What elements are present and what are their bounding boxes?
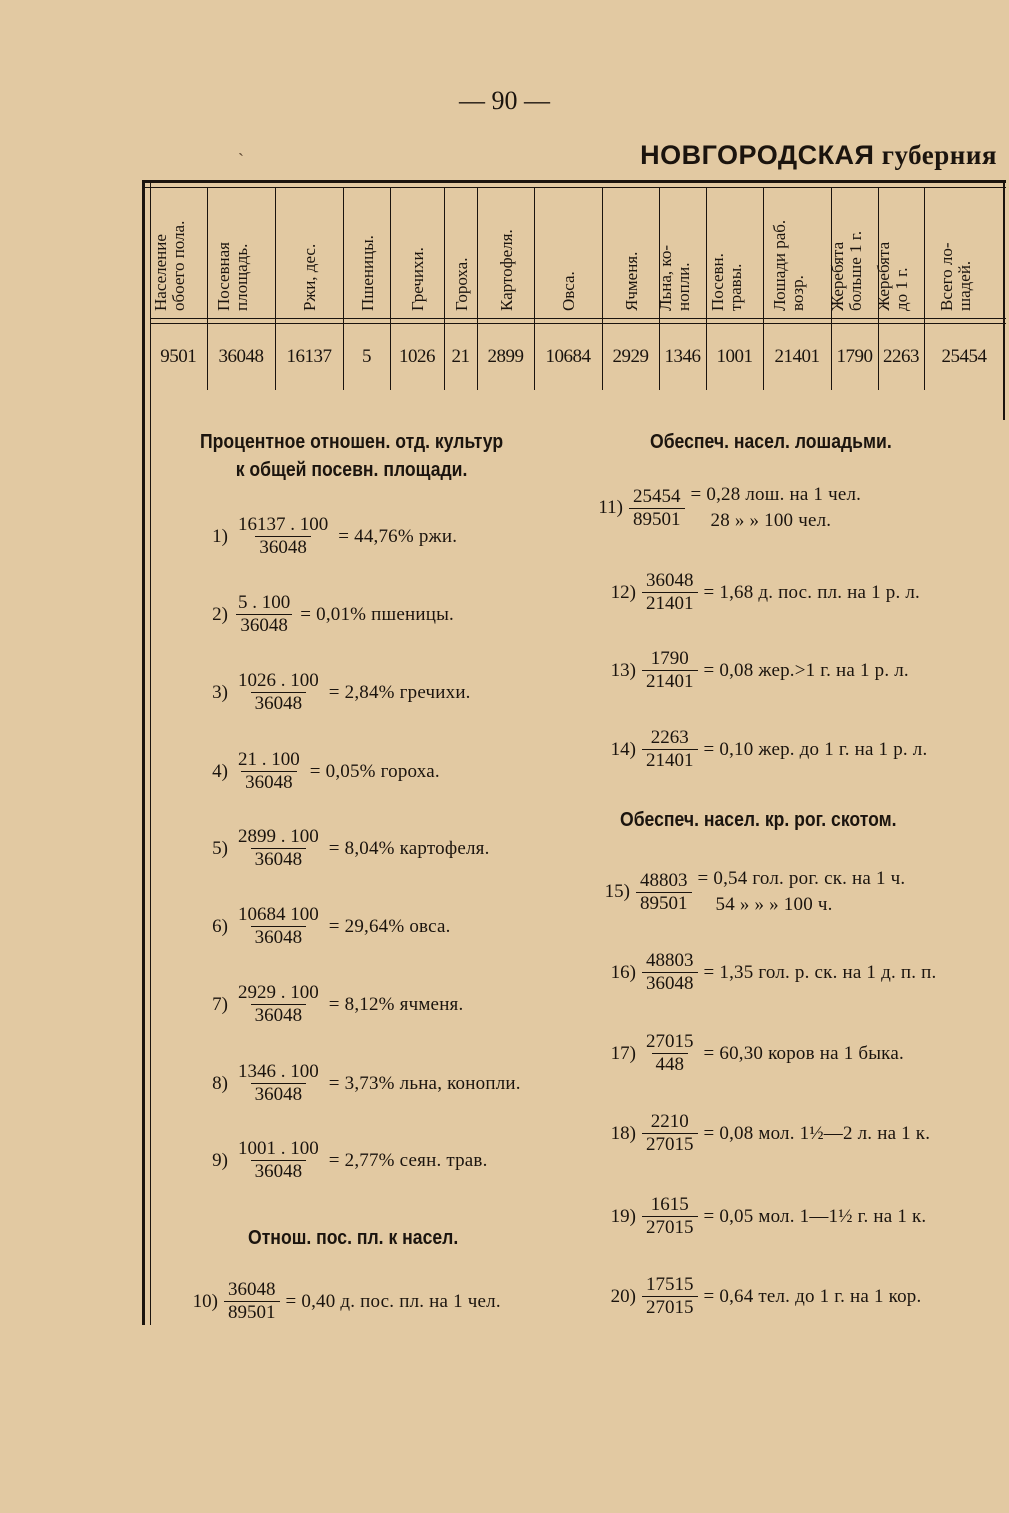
- equation-result: [698, 866, 906, 918]
- title-main: НОВГОРОДСКАЯ: [640, 140, 875, 170]
- equation-number: 11): [598, 497, 623, 518]
- result-line: 54 » » » 100 ч.: [715, 894, 833, 915]
- fraction: [234, 592, 294, 637]
- numerator: 21 . 100: [238, 749, 300, 770]
- section-heading-crops: Процентное отношен. отд. культур к общей посевн. площади.: [200, 431, 504, 481]
- col-header: Лошади раб. возр.: [763, 188, 831, 319]
- equation: [190, 514, 457, 559]
- equation-number: 8): [212, 1072, 228, 1094]
- numerator: 1346 . 100: [238, 1061, 319, 1082]
- denominator: 21401: [642, 749, 698, 772]
- fraction: [234, 670, 323, 715]
- equation: [598, 570, 920, 615]
- numerator: 2263: [650, 727, 689, 748]
- equation-result: = 8,04% картофеля.: [328, 837, 490, 859]
- title-sub: губерния: [881, 140, 997, 170]
- denominator: 21401: [642, 670, 698, 693]
- table-cell: 2899: [477, 324, 534, 390]
- equation-number: 4): [212, 760, 228, 782]
- equation-number: 7): [212, 993, 228, 1015]
- equation-number: 17): [610, 1042, 636, 1064]
- equation: [190, 749, 440, 794]
- equation: [190, 592, 454, 637]
- numerator: 1026 . 100: [238, 670, 319, 691]
- col-header: Пшеницы.: [343, 188, 390, 319]
- col-header: Гречихи.: [390, 188, 444, 319]
- table-cell: 5: [343, 324, 390, 390]
- fraction: [642, 570, 698, 615]
- col-header: Ржи, дес.: [275, 188, 343, 319]
- col-header: Посевн. травы.: [706, 188, 763, 319]
- equation-result: = 2,77% сеян. трав.: [328, 1149, 488, 1171]
- equation: [190, 1061, 521, 1106]
- numerator: 17515: [646, 1274, 694, 1295]
- fraction: [234, 1138, 323, 1183]
- table-cell: 9501: [150, 324, 207, 390]
- table-cell: 2929: [602, 324, 659, 390]
- denominator: 36048: [251, 926, 307, 949]
- equation-result: = 60,30 коров на 1 быка.: [703, 1042, 904, 1064]
- equation-result: = 0,64 тел. до 1 г. на 1 кор.: [703, 1285, 922, 1307]
- table-cell: 21: [444, 324, 477, 390]
- equation-result: = 1,35 гол. р. ск. на 1 д. п. п.: [703, 961, 937, 983]
- equation-result: = 8,12% ячменя.: [328, 993, 464, 1015]
- equation-result: = 0,40 д. пос. пл. на 1 чел.: [285, 1290, 501, 1312]
- denominator: 36048: [251, 1160, 307, 1183]
- equation: [598, 950, 936, 995]
- numerator: 36048: [646, 570, 694, 591]
- equation: [190, 826, 490, 871]
- denominator: 36048: [251, 1004, 307, 1027]
- equation-number: 6): [212, 915, 228, 937]
- denominator: 27015: [642, 1296, 698, 1319]
- col-header: Население обоего пола.: [150, 188, 207, 319]
- stray-mark: ˋ: [238, 150, 244, 170]
- fraction: [234, 904, 323, 949]
- numerator: 2929 . 100: [238, 982, 319, 1003]
- denominator: 36048: [251, 848, 307, 871]
- fraction: [642, 648, 698, 693]
- numerator: 2899 . 100: [238, 826, 319, 847]
- result-line: = 0,54 гол. рог. ск. на 1 ч.: [697, 868, 906, 889]
- equation: [190, 670, 471, 715]
- table-cell: 16137: [275, 324, 343, 390]
- table-cell: 1026: [390, 324, 444, 390]
- denominator: 36048: [241, 771, 297, 794]
- equation-result: = 0,01% пшеницы.: [300, 603, 454, 625]
- fraction: [642, 1194, 698, 1239]
- equation-result: = 0,05% гороха.: [309, 760, 440, 782]
- equation-number: 16): [610, 961, 636, 983]
- equation-result: [691, 482, 862, 534]
- table-cell: 1790: [831, 324, 878, 390]
- equation-number: 19): [610, 1205, 636, 1227]
- equation-result: = 29,64% овса.: [328, 915, 451, 937]
- numerator: 1615: [650, 1194, 689, 1215]
- fraction: [629, 486, 685, 531]
- denominator: 27015: [642, 1216, 698, 1239]
- numerator: 36048: [228, 1279, 276, 1300]
- col-header: Льна, ко- нопли.: [659, 188, 706, 319]
- denominator: 27015: [642, 1133, 698, 1156]
- equation: [598, 1274, 921, 1319]
- col-header: Жеребята до 1 г.: [878, 188, 924, 319]
- denominator: 448: [652, 1053, 689, 1076]
- result-line: = 0,28 лош. на 1 чел.: [690, 484, 862, 505]
- equation-number: 13): [610, 659, 636, 681]
- numerator: 10684 100: [238, 904, 319, 925]
- numerator: 48803: [646, 950, 694, 971]
- denominator: 21401: [642, 592, 698, 615]
- equation-number: 5): [212, 837, 228, 859]
- denominator: 89501: [629, 508, 685, 531]
- equation: [598, 1111, 930, 1156]
- fraction: [642, 950, 698, 995]
- equation-10: [180, 1279, 501, 1324]
- table-cell: 21401: [763, 324, 831, 390]
- denominator: 36048: [255, 536, 311, 559]
- table-row: [150, 324, 1004, 390]
- result-line: 28 » » 100 чел.: [710, 510, 832, 531]
- table-cell: 1346: [659, 324, 706, 390]
- fraction: [234, 749, 304, 794]
- denominator: 36048: [251, 1083, 307, 1106]
- numerator: 1001 . 100: [238, 1138, 319, 1159]
- section-heading-area-population: Отнош. пос. пл. к насел.: [248, 1227, 459, 1249]
- equation: [598, 648, 909, 693]
- equation-result: = 44,76% ржи.: [338, 525, 458, 547]
- table-cell: 1001: [706, 324, 763, 390]
- fraction: [642, 1111, 698, 1156]
- equation-result: = 0,08 жер.>1 г. на 1 р. л.: [703, 659, 909, 681]
- col-header: Овса.: [534, 188, 602, 319]
- fraction: [234, 826, 323, 871]
- equation-result: = 2,84% гречихи.: [328, 681, 471, 703]
- denominator: 89501: [636, 892, 692, 915]
- fraction: [234, 982, 323, 1027]
- equation-number: 15): [604, 881, 630, 902]
- denominator: 36048: [251, 692, 307, 715]
- table-header-row: [150, 188, 1004, 319]
- frame-line: [142, 180, 145, 1325]
- equation-number: 9): [212, 1149, 228, 1171]
- col-header: Всего ло- шадей.: [924, 188, 1004, 319]
- numerator: 25454: [633, 485, 681, 507]
- equation-number: 12): [610, 581, 636, 603]
- equation: [598, 727, 927, 772]
- fraction: [642, 727, 698, 772]
- col-header: Гороха.: [444, 188, 477, 319]
- fraction: [636, 870, 692, 915]
- equation: [598, 1194, 926, 1239]
- equation-number: 10): [192, 1290, 218, 1312]
- section-heading-horses: Обеспеч. насел. лошадьми.: [650, 431, 892, 453]
- numerator: 48803: [640, 869, 688, 891]
- col-header: Картофеля.: [477, 188, 534, 319]
- table-cell: 36048: [207, 324, 275, 390]
- numerator: 16137 . 100: [238, 514, 329, 535]
- equation-number: 18): [610, 1122, 636, 1144]
- equation-number: 2): [212, 603, 228, 625]
- fraction: [642, 1031, 698, 1076]
- col-header: Жеребята больше 1 г.: [831, 188, 878, 319]
- equation-15: [592, 866, 905, 918]
- equation: [190, 904, 451, 949]
- equation: [598, 1031, 904, 1076]
- table-cell: 10684: [534, 324, 602, 390]
- denominator: 36048: [642, 972, 698, 995]
- col-header: Ячменя.: [602, 188, 659, 319]
- equation-number: 14): [610, 738, 636, 760]
- page-number: — 90 —: [459, 86, 550, 115]
- statistics-table: [150, 188, 1005, 390]
- equation-11: [585, 482, 861, 534]
- equation-number: 3): [212, 681, 228, 703]
- fraction: [234, 1061, 323, 1106]
- col-header: Посевная площадь.: [207, 188, 275, 319]
- frame-line: [142, 180, 1006, 183]
- fraction: [642, 1274, 698, 1319]
- equation-result: = 0,10 жер. до 1 г. на 1 р. л.: [703, 738, 928, 760]
- equation-number: 20): [610, 1285, 636, 1307]
- numerator: 5 . 100: [238, 592, 291, 613]
- fraction: [224, 1279, 280, 1324]
- equation: [190, 982, 463, 1027]
- table-cell: 25454: [924, 324, 1004, 390]
- section-heading-cattle: Обеспеч. насел. кр. рог. скотом.: [620, 809, 897, 831]
- equation-result: = 0,05 мол. 1—1½ г. на 1 к.: [703, 1205, 927, 1227]
- table-cell: 2263: [878, 324, 924, 390]
- equation-result: = 1,68 д. пос. пл. на 1 р. л.: [703, 581, 920, 603]
- equation-result: = 0,08 мол. 1½—2 л. на 1 к.: [703, 1122, 931, 1144]
- numerator: 2210: [650, 1111, 689, 1132]
- equation: [190, 1138, 488, 1183]
- equation-number: 1): [212, 525, 228, 547]
- numerator: 27015: [646, 1031, 694, 1052]
- denominator: 89501: [224, 1301, 280, 1324]
- equation-result: = 3,73% льна, конопли.: [328, 1072, 521, 1094]
- numerator: 1790: [650, 648, 689, 669]
- page-title: [640, 140, 997, 171]
- fraction: [234, 514, 332, 559]
- denominator: 36048: [236, 614, 292, 637]
